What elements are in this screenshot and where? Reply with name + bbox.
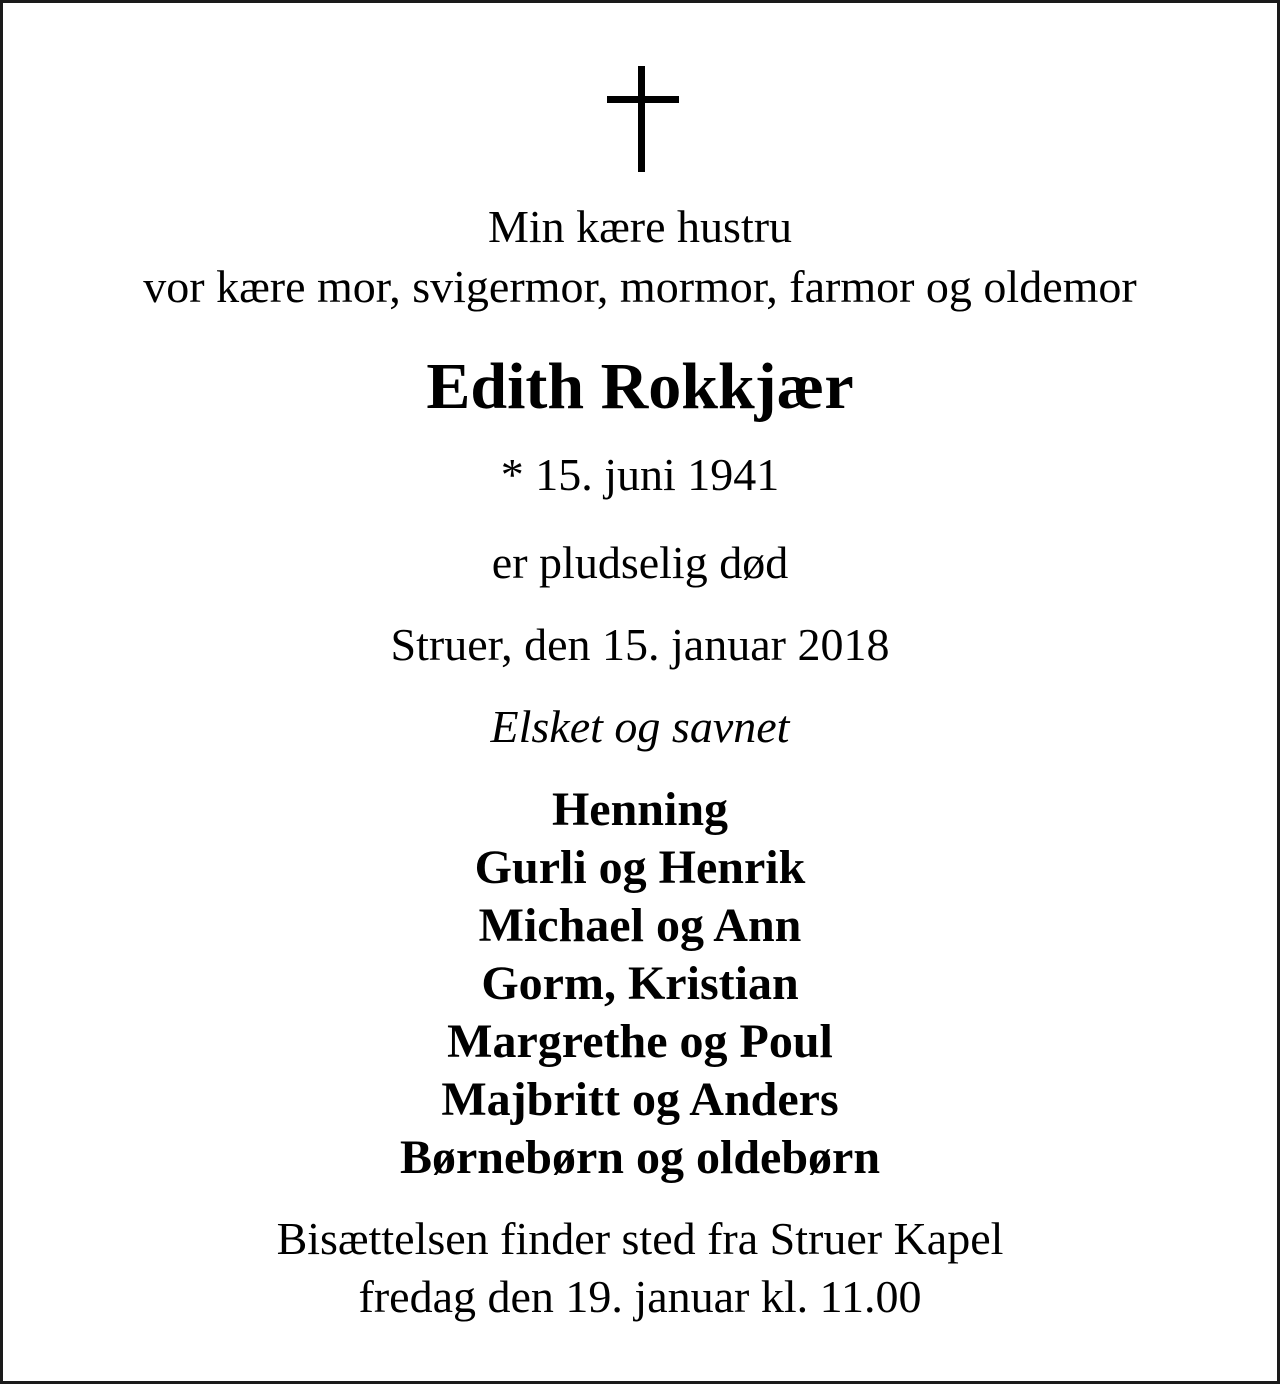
deceased-name: Edith Rokkjær [426, 350, 854, 423]
mourner-name: Michael og Ann [478, 899, 802, 952]
cross-icon [607, 66, 681, 174]
mourner-name: Margrethe og Poul [447, 1015, 833, 1068]
death-text: er pludselig død [491, 537, 789, 588]
mourner-name: Henning [551, 783, 729, 836]
place-and-date: Struer, den 15. januar 2018 [390, 619, 890, 670]
farewell-text: Elsket og savnet [490, 701, 790, 752]
funeral-info-line-2: fredag den 19. januar kl. 11.00 [358, 1271, 922, 1322]
mourner-name: Børnebørn og oldebørn [399, 1131, 881, 1184]
mourners-list [3, 781, 1277, 1187]
mourner-name: Majbritt og Anders [441, 1073, 839, 1126]
mourner-name: Gurli og Henrik [474, 841, 806, 894]
intro-line-1: Min kære hustru [487, 201, 793, 252]
intro-line-2: vor kære mor, svigermor, mormor, farmor og oldemor [143, 261, 1137, 312]
funeral-info-line-1: Bisættelsen finder sted fra Struer Kapel [276, 1213, 1004, 1264]
mourner-name: Gorm, Kristian [481, 957, 799, 1010]
birth-date: * 15. juni 1941 [500, 449, 780, 500]
